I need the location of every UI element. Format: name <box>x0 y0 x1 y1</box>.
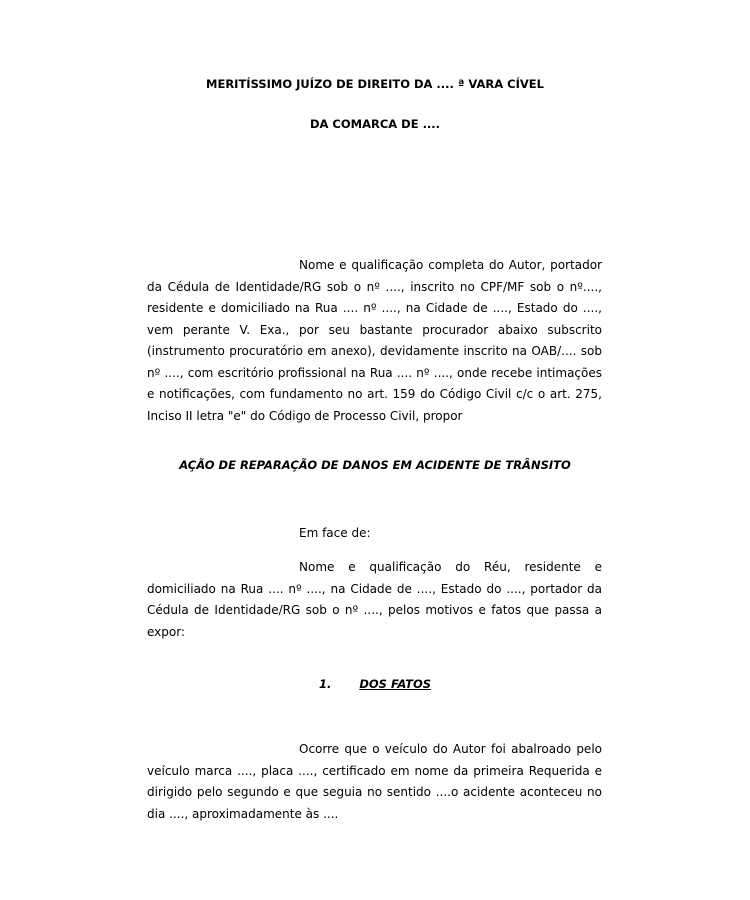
plaintiff-paragraph: Nome e qualificação completa do Autor, portador da Cédula de Identidade/RG sob o nº ...., inscrito no CPF/MF sob o nº...., residente e domiciliado na Rua .... nº ...., na Cidade de ...., Estado do ...., vem perante V. Exa., por seu bastante procurador abaixo subscrito (instrumento procuratório em anexo), devidamente inscrito na OAB/.... sob nº ...., com escritório profissional na Rua .... nº ...., onde recebe intimações e notificações, com fundamento no art. 159 do Código Civil c/c o art. 275, Inciso II letra "e" do Código de Processo Civil, propor <box>147 258 602 423</box>
section-title: DOS FATOS <box>359 677 432 691</box>
facts-paragraph: Ocorre que o veículo do Autor foi abalroado pelo veículo marca ...., placa ...., certificado em nome da primeira Requerida e dirigido pelo segundo e que seguia no sentido ....o acidente aconteceu no dia ...., aproximadamente às .... <box>147 742 602 821</box>
court-header-line-2: DA COMARCA DE .... <box>309 117 441 131</box>
defendant-paragraph: Nome e qualificação do Réu, residente e domiciliado na Rua .... nº ...., na Cidade de ...., Estado do ...., portador da Cédula de Identidade/RG sob o nº ...., pelos motivos e fatos que passa a expor: <box>147 560 602 639</box>
in-face-of-label: Em face de: <box>299 526 371 540</box>
court-header-line-1: MERITÍSSIMO JUÍZO DE DIREITO DA .... ª VARA CÍVEL <box>206 77 544 91</box>
section-heading-facts <box>0 677 750 691</box>
section-number: 1. <box>318 677 332 691</box>
action-title: AÇÃO DE REPARAÇÃO DE DANOS EM ACIDENTE DE TRÂNSITO <box>179 458 571 472</box>
